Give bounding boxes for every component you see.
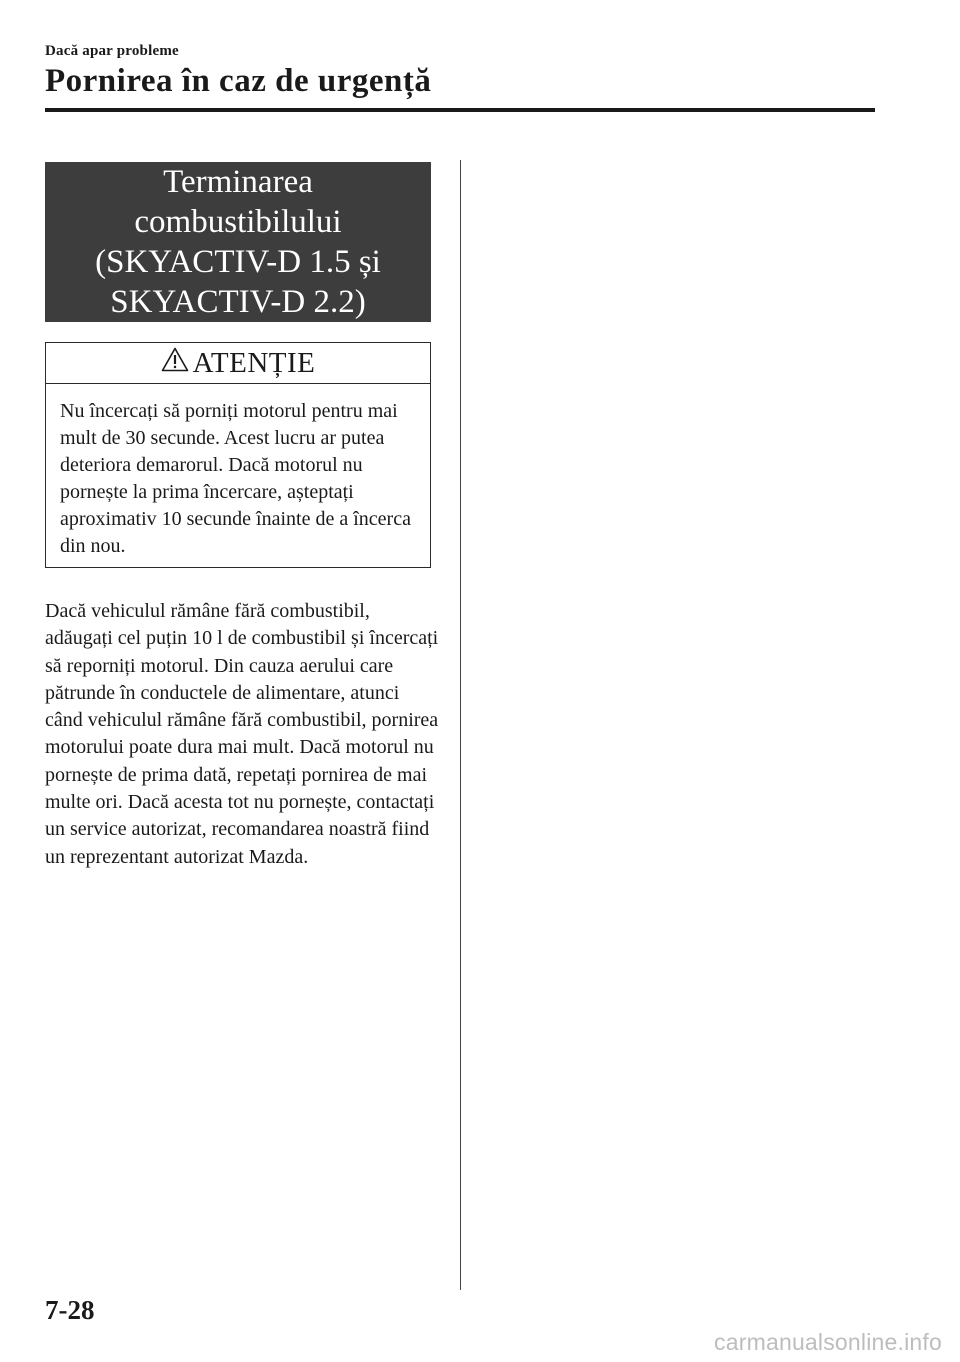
heading-line: combustibilului: [134, 204, 342, 240]
caution-header: [46, 343, 430, 384]
page-number: 7-28: [45, 1295, 95, 1325]
caution-box: [45, 342, 431, 568]
heading-line: (SKYACTIV-D 1.5 și: [95, 244, 381, 280]
caution-title: ATENȚIE: [192, 346, 316, 379]
page-title: Pornirea în caz de urgență: [45, 63, 432, 99]
warning-triangle-icon: [161, 349, 193, 377]
heading-line: SKYACTIV-D 2.2): [110, 284, 366, 320]
caution-text: Nu încercați să porniți motorul pentru mai mult de 30 secunde. Acest lucru ar putea deteriora demarorul. Dacă motorul nu pornește la prima încercare, așteptați aproximativ 10 secunde înainte de a încerca din nou.: [60, 400, 411, 557]
section-heading-box: [45, 162, 431, 322]
watermark: carmanualsonline.info: [714, 1329, 942, 1355]
section-label: Dacă apar probleme: [45, 43, 179, 59]
title-rule: [45, 108, 875, 112]
heading-line: Terminarea: [163, 164, 313, 200]
body-paragraph: Dacă vehiculul rămâne fără combustibil, adăugați cel puțin 10 l de combustibil și încercați să reporniți motorul. Din cauza aerului care pătrunde în conductele de alimentare, atunci când vehiculul rămâne fără combustibil, pornirea motorului poate dura mai mult. Dacă motorul nu pornește de prima dată, repetați pornirea de mai multe ori. Dacă acesta tot nu pornește, contactați un service autorizat, recomandarea noastră fiind un reprezentant autorizat Mazda.: [45, 600, 439, 868]
column-divider: [460, 160, 461, 1290]
